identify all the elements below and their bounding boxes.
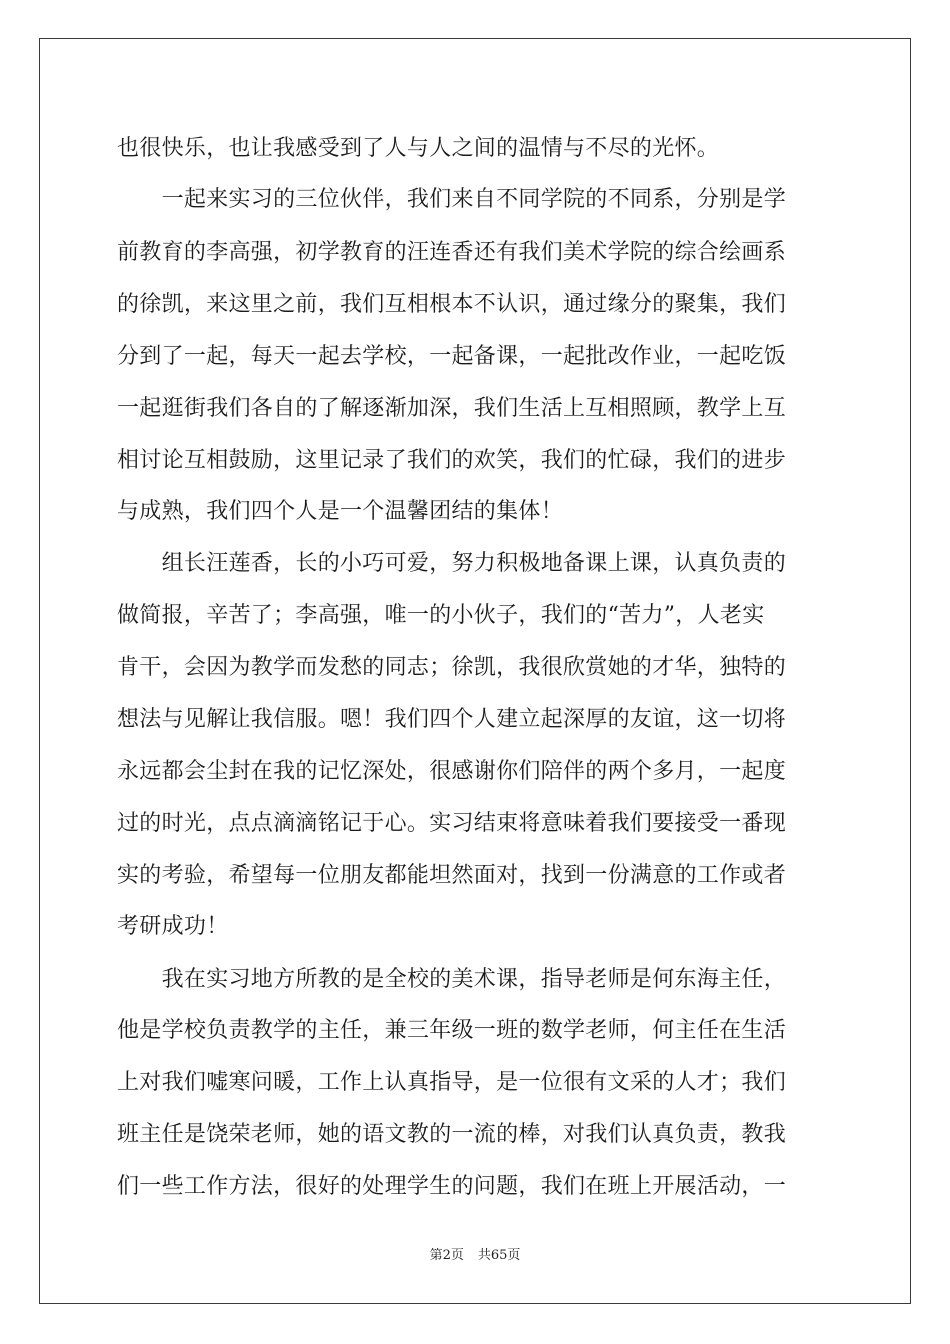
text-line: 相讨论互相鼓励，这里记录了我们的欢笑，我们的忙碌，我们的进步 [117,448,787,473]
text-line: 分到了一起，每天一起去学校，一起备课，一起批改作业，一起吃饭 [117,344,787,369]
page-total: 共65页 [477,1248,521,1263]
text-line: 想法与见解让我信服。嗯！我们四个人建立起深厚的友谊，这一切将 [117,707,787,732]
text-line: 也很快乐，也让我感受到了人与人之间的温情与不尽的光怀。 [117,136,720,161]
text-line: 考研成功！ [117,914,229,939]
text-line: 一起来实习的三位伙伴，我们来自不同学院的不同系，分别是学 [117,187,787,212]
text-line: 过的时光，点点滴滴铭记于心。实习结束将意味着我们要接受一番现 [117,811,787,836]
text-line: 上对我们嘘寒问暖，工作上认真指导，是一位很有文采的人才；我们 [117,1070,787,1095]
text-line: 肯干，会因为教学而发愁的同志；徐凯，我很欣赏她的才华，独特的 [117,655,787,680]
text-line: 班主任是饶荣老师，她的语文教的一流的棒，对我们认真负责，教我 [117,1122,787,1147]
text-line: 做简报，辛苦了；李高强，唯一的小伙子，我们的“苦力”，人老实 [117,603,765,628]
page-number: 第2页 [429,1248,464,1263]
text-line: 前教育的李高强，初学教育的汪连香还有我们美术学院的综合绘画系 [117,240,787,265]
page-footer [0,1247,950,1265]
text-line: 实的考验，希望每一位朋友都能坦然面对，找到一份满意的工作或者 [117,863,787,888]
text-line: 我在实习地方所教的是全校的美术课，指导老师是何东海主任， [117,967,787,992]
text-line: 们一些工作方法，很好的处理学生的问题，我们在班上开展活动，一 [117,1174,787,1199]
text-line: 与成熟，我们四个人是一个温馨团结的集体！ [117,499,564,524]
text-line: 一起逛街我们各自的了解逐渐加深，我们生活上互相照顾，教学上互 [117,396,787,421]
text-line: 组长汪莲香，长的小巧可爱，努力积极地备课上课，认真负责的 [117,551,787,576]
text-line: 他是学校负责教学的主任，兼三年级一班的数学老师，何主任在生活 [117,1018,787,1043]
text-line: 的徐凯，来这里之前，我们互相根本不认识，通过缘分的聚集，我们 [117,292,787,317]
text-line: 永远都会尘封在我的记忆深处，很感谢你们陪伴的两个多月，一起度 [117,759,787,784]
